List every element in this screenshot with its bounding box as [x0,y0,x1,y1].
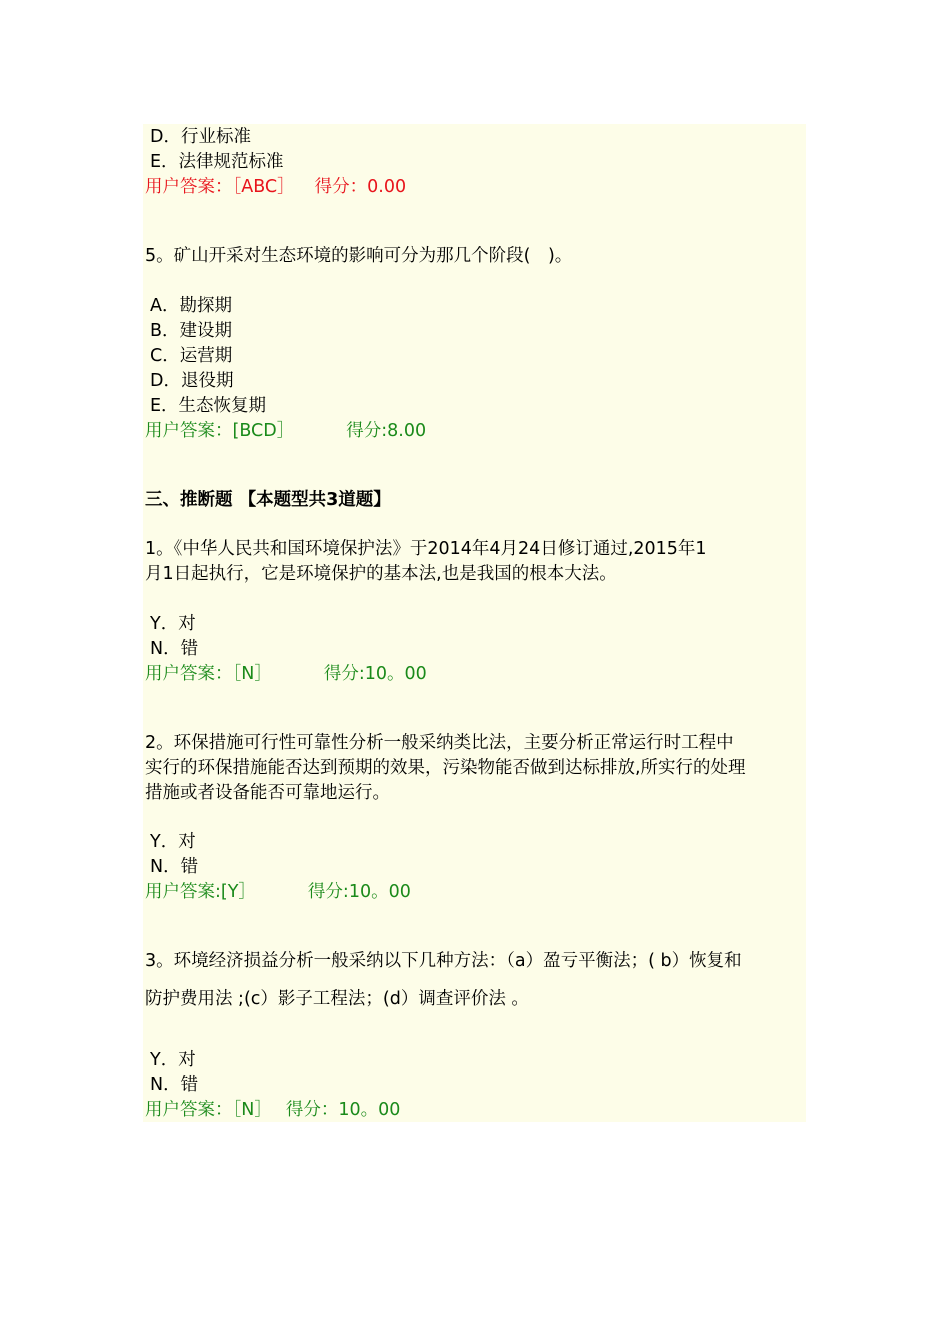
option-e: E．生态恢复期 [150,396,267,416]
question-text-line-1: 3。环境经济损益分析一般采纳以下几种方法：（a）盈亏平衡法；( b）恢复和 [145,951,742,971]
user-answer: 用户答案：［ABC］ [145,177,295,197]
question-text-line-2: 实行的环保措施能否达到预期的效果，污染物能否做到达标排放,所实行的处理 [145,758,746,778]
option-y: Y．对 [150,614,196,634]
section-heading: 三、推断题 【本题型共3道题】 [145,490,391,510]
user-answer-line [145,176,406,198]
user-answer-line [145,420,426,442]
score: 得分:8.00 [346,421,427,441]
option-n: N．错 [150,639,199,659]
option-n: N．错 [150,1075,199,1095]
user-answer: 用户答案：［N］ [145,664,272,684]
option-c: C．运营期 [150,346,233,366]
content-panel [143,124,806,1122]
option-n: N．错 [150,857,199,877]
question-text-line-2: 月1日起执行，它是环境保护的基本法,也是我国的根本大法。 [145,564,617,584]
question-text: 5。矿山开采对生态环境的影响可分为那几个阶段( )。 [145,246,573,266]
score: 得分:10。00 [307,882,411,902]
user-answer-line [145,881,411,903]
option-y: Y．对 [150,832,196,852]
user-answer: 用户答案:[Y］ [145,882,256,902]
option-d: D．行业标准 [150,127,251,147]
question-text-line-1: 2。环保措施可行性可靠性分析一般采纳类比法，主要分析正常运行时工程中 [145,733,734,753]
question-text-line-1: 1。《中华人民共和国环境保护法》于2014年4月24日修订通过,2015年1 [145,539,707,559]
score: 得分：10。00 [285,1100,401,1120]
question-text-line-3: 措施或者设备能否可靠地运行。 [145,783,390,803]
question-text-line-2: 防护费用法 ;(c）影子工程法；(d）调查评价法 。 [145,989,529,1009]
user-answer: 用户答案：［N］ [145,1100,272,1120]
option-e: E．法律规范标准 [150,152,284,172]
option-d: D．退役期 [150,371,234,391]
option-y: Y．对 [150,1050,196,1070]
user-answer: 用户答案：[BCD］ [145,421,295,441]
score: 得分：0.00 [314,177,407,197]
user-answer-line [145,663,427,685]
option-b: B．建设期 [150,321,233,341]
option-a: A．勘探期 [150,296,232,316]
score: 得分:10。00 [323,664,427,684]
user-answer-line [145,1099,400,1121]
